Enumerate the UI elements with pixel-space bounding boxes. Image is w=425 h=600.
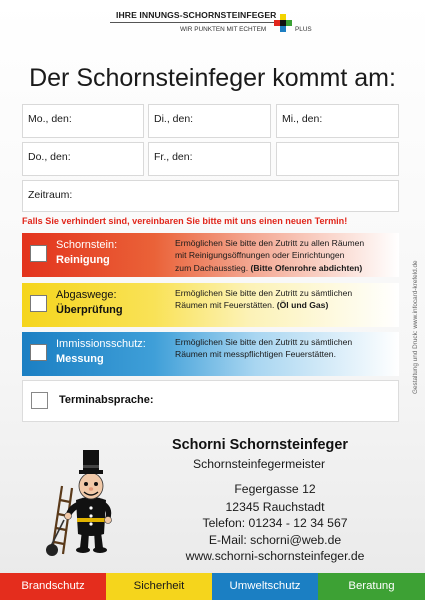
print-credit: Gestaltung und Druck: www.infocard-krefeld.de [412,260,419,394]
date-field-friday[interactable] [148,142,271,176]
chimney-sweep-mascot-icon [44,448,130,560]
option-title: Abgaswege: [56,289,117,301]
brand-plus: PLUS [295,26,312,33]
brand-title: IHRE INNUNGS-SCHORNSTEINFEGER [116,10,277,20]
option-name [56,337,146,367]
field-label: Mi., den: [282,113,323,125]
brand-logo [110,10,320,44]
company-email[interactable]: E-Mail: schorni@web.de [208,533,342,547]
field-label: Di., den: [154,113,194,125]
option-description: Ermöglichen Sie bitte den Zutritt zu allen Räumen mit Reinigungsöffnungen oder Einrichtungen zum Dachausstieg. (Bitte Ofenrohre abdichten) [175,238,365,273]
checkbox-messung[interactable] [30,344,47,361]
company-website[interactable]: www.schorni-schornsteinfeger.de [185,549,365,563]
option-messung [22,332,399,376]
brand-divider [110,22,280,23]
option-description: Ermöglichen Sie bitte den Zutritt zu sämtlichen Räumen mit messpflichtigen Feuerstätten. [175,337,353,360]
footer-item-umweltschutz: Umweltschutz [212,573,318,600]
reschedule-notice: Falls Sie verhindert sind, vereinbaren Sie bitte mit uns einen neuen Termin! [22,216,348,226]
option-name [56,288,123,318]
field-label: Do., den: [28,151,71,163]
option-subtitle: Überprüfung [56,304,123,316]
option-terminabsprache [22,380,399,422]
option-reinigung [22,233,399,277]
footer-item-sicherheit: Sicherheit [106,573,212,600]
option-title: Terminabsprache: [59,394,154,406]
date-field-tuesday[interactable] [148,104,271,138]
checkbox-ueberpruefung[interactable] [30,295,47,312]
date-field-monday[interactable] [22,104,144,138]
date-field-wednesday[interactable] [276,104,399,138]
option-ueberpruefung [22,283,399,327]
field-label: Fr., den: [154,151,193,163]
footer-bar [0,573,425,600]
checkbox-reinigung[interactable] [30,245,47,262]
option-description: Ermöglichen Sie bitte den Zutritt zu sämtlichen Räumen mit Feuerstätten. (Öl und Gas) [175,288,353,311]
option-title: Schornstein: [56,239,118,251]
footer-item-brandschutz: Brandschutz [0,573,106,600]
company-phone: Telefon: 01234 - 12 34 567 [202,516,348,530]
footer-item-beratung: Beratung [318,573,425,600]
option-subtitle: Reinigung [56,254,110,266]
company-title: Schornsteinfegermeister [193,457,326,471]
option-title: Immissionsschutz: [56,338,146,350]
checkbox-terminabsprache[interactable] [31,392,48,409]
company-street: Fegergasse 12 [234,482,316,496]
option-subtitle: Messung [56,353,104,365]
zeitraum-field[interactable] [22,180,399,212]
date-field-thursday[interactable] [22,142,144,176]
option-name [56,238,117,268]
plus-cross-icon [274,14,292,32]
field-label: Mo., den: [28,113,72,125]
field-label: Zeitraum: [28,189,73,201]
page-title: Der Schornsteinfeger kommt am: [29,64,396,92]
date-field-extra[interactable] [276,142,399,176]
company-name: Schorni Schornsteinfeger [172,437,348,453]
brand-subtitle: WIR PUNKTEN MIT ECHTEM [180,26,267,33]
company-city: 12345 Rauchstadt [225,500,325,514]
